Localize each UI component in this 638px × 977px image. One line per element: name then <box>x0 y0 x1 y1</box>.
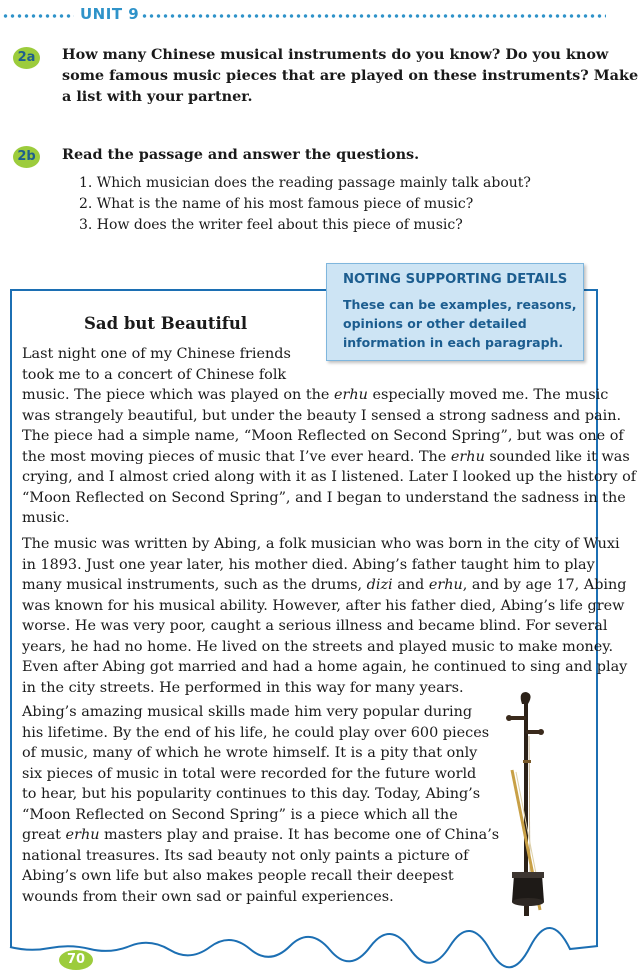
tip-title: NOTING SUPPORTING DETAILS <box>343 272 568 287</box>
text-line: great erhu masters play and praise. It has become one of China’s <box>22 827 500 843</box>
text-line: national treasures. Its sad beauty not only paints a picture of <box>22 847 469 864</box>
torn-paper-edge <box>10 940 598 954</box>
text-line: Abing’s own life but also makes people recall their deepest <box>22 868 454 884</box>
text-line: to hear, but his popularity continues to this day. Today, Abing’s <box>22 786 481 802</box>
text-line: Abing’s amazing musical skills made him very popular during <box>22 704 473 720</box>
text-line: took me to a concert of Chinese folk <box>22 366 287 383</box>
badge-2a: 2a <box>13 47 40 69</box>
text-line: many musical instruments, such as the drums, dizi and erhu, and by age 17, Abing <box>22 577 627 593</box>
page-number: 70 <box>59 950 93 970</box>
text-line: The music was written by Abing, a folk musician who was born in the city of Wuxi <box>22 536 620 552</box>
text-line: wounds from their own sad or painful experiences. <box>22 888 394 905</box>
passage-title: Sad but Beautiful <box>84 314 248 333</box>
text-line: The piece had a simple name, “Moon Reflected on Second Spring”, but was one of <box>22 428 624 444</box>
paragraph-3 <box>22 702 500 907</box>
text-line: music. The piece which was played on the erhu especially moved me. The music <box>22 387 609 403</box>
question-item: 2. What is the name of his most famous piece of music? <box>79 196 474 212</box>
text-line: crying, and I almost cried along with it as I listened. Later I looked up the history of <box>22 469 637 485</box>
tip-line: These can be examples, reasons, <box>343 297 577 312</box>
instruction-2b: Read the passage and answer the questions. <box>62 146 420 163</box>
question-item: 3. How does the writer feel about this piece of music? <box>79 217 463 233</box>
tip-line: information in each paragraph. <box>343 335 564 350</box>
paragraph-2 <box>22 534 628 698</box>
text-line: was known for his musical ability. However, after his father died, Abing’s life grew <box>22 597 625 614</box>
text-line: in 1893. Just one year later, his mother died. Abing’s father taught him to play <box>22 556 595 573</box>
text-line: Even after Abing got married and had a home again, he continued to sing and play <box>22 659 628 675</box>
text-line: of music, many of which he wrote himself. It is a pity that only <box>22 745 478 761</box>
text-line: his lifetime. By the end of his life, he could play over 600 pieces <box>22 724 490 741</box>
text-line: music. <box>22 510 70 526</box>
text-line: Last night one of my Chinese friends <box>22 346 291 362</box>
erhu-illustration <box>488 690 568 918</box>
paragraph-1 <box>22 344 637 529</box>
question-2a-line: some famous music pieces that are played on these instruments? Make <box>62 67 638 84</box>
text-line: “Moon Reflected on Second Spring”, and I began to understand the sadness in the <box>22 489 626 506</box>
text-line: in the city streets. He performed in this way for many years. <box>22 679 464 696</box>
header-dots-left <box>2 13 74 19</box>
text-line: worse. He was very poor, caught a serious illness and became blind. For several <box>22 618 608 634</box>
unit-label: UNIT 9 <box>80 5 140 23</box>
text-line: six pieces of music in total were recorded for the future world <box>22 765 477 782</box>
question-item: 1. Which musician does the reading passage mainly talk about? <box>79 175 531 191</box>
text-line: “Moon Reflected on Second Spring” is a piece which all the <box>22 806 458 823</box>
question-2a-line: a list with your partner. <box>62 88 253 105</box>
question-2a-line: How many Chinese musical instruments do you know? Do you know <box>62 46 609 63</box>
question-list-2b <box>79 173 531 236</box>
tip-line: opinions or other detailed <box>343 316 527 331</box>
text-line: years, he had no home. He lived on the streets and played music to make money. <box>22 638 614 655</box>
tip-body <box>343 295 577 352</box>
tip-box <box>326 263 584 361</box>
header-dots-right <box>141 13 606 19</box>
badge-2b: 2b <box>13 146 40 168</box>
text-line: the most moving pieces of music that I’ve ever heard. The erhu sounded like it was <box>22 448 630 465</box>
question-2a <box>62 44 638 107</box>
text-line: was strangely beautiful, but under the beauty I sensed a strong sadness and pain. <box>22 407 622 424</box>
